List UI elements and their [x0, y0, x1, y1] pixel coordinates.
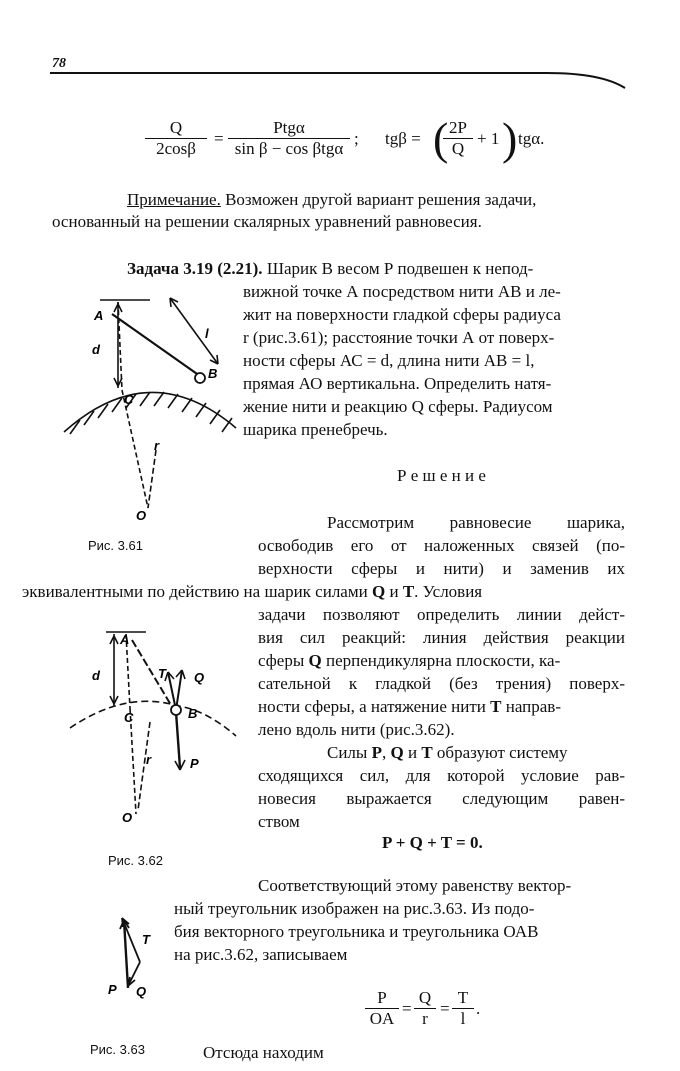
svg-text:T: T [158, 666, 166, 681]
eq-tg-left: tgβ = [385, 129, 421, 148]
svg-text:B: B [188, 706, 198, 721]
ratio-fraction-1: $\frac{P}{OA}$ [365, 988, 399, 1029]
eq-tg-right: tgα. [518, 129, 545, 148]
svg-text:O: O [136, 508, 147, 523]
final-line: Отсюда находим [203, 1043, 324, 1062]
ratio-fraction-3: $\frac{T}{l}$ [452, 988, 474, 1029]
svg-text:P: P [108, 982, 117, 997]
figure-3-61-caption: Рис. 3.61 [88, 538, 143, 553]
page-number: 78 [52, 56, 66, 71]
equation-sum: P + Q + T = 0. [382, 833, 483, 852]
solution-heading: Р е ш е н и е [397, 466, 486, 485]
note-line-1: Примечание. Возможен другой вариант решения задачи, [127, 190, 537, 209]
svg-text:C: C [124, 710, 134, 725]
svg-text:Q: Q [194, 670, 205, 685]
svg-text:d: d [92, 668, 100, 683]
figure-3-62 [66, 618, 246, 838]
svg-text:d: d [92, 342, 100, 357]
svg-text:A: A [120, 632, 130, 647]
svg-text:l: l [205, 326, 209, 341]
svg-text:C: C [124, 392, 134, 407]
svg-text:P: P [190, 756, 199, 771]
svg-text:r: r [154, 438, 160, 453]
ratio-fraction-2: $\frac{Q}{r}$ [414, 988, 436, 1029]
problem-line-1: Задача 3.19 (2.21). Шарик В весом Р подвешен к непод- [127, 259, 534, 278]
svg-text:Q: Q [136, 984, 147, 999]
note-line-2: основанный на решении скалярных уравнений равновесия. [52, 212, 482, 231]
figure-3-62-caption: Рис. 3.62 [108, 853, 163, 868]
solution-line-4: эквивалентными по действию на шарик силами Q и T. Условия [22, 582, 483, 601]
figure-3-63-caption: Рис. 3.63 [90, 1042, 145, 1057]
eq-fraction-1: $\frac{Q}{2\cos\beta}$ [145, 118, 207, 159]
figure-3-63 [100, 908, 170, 1018]
svg-text:O: O [122, 810, 133, 825]
eq-fraction-3: $\frac{2P}{Q}$ [443, 118, 473, 159]
svg-text:A: A [94, 308, 104, 323]
header-rule [0, 0, 680, 100]
svg-text:r: r [146, 752, 152, 767]
figure-3-61 [60, 280, 240, 530]
svg-text:B: B [208, 366, 218, 381]
svg-text:T: T [142, 932, 150, 947]
eq-fraction-2: Ptgα sin β − cos βtgα [228, 118, 350, 159]
